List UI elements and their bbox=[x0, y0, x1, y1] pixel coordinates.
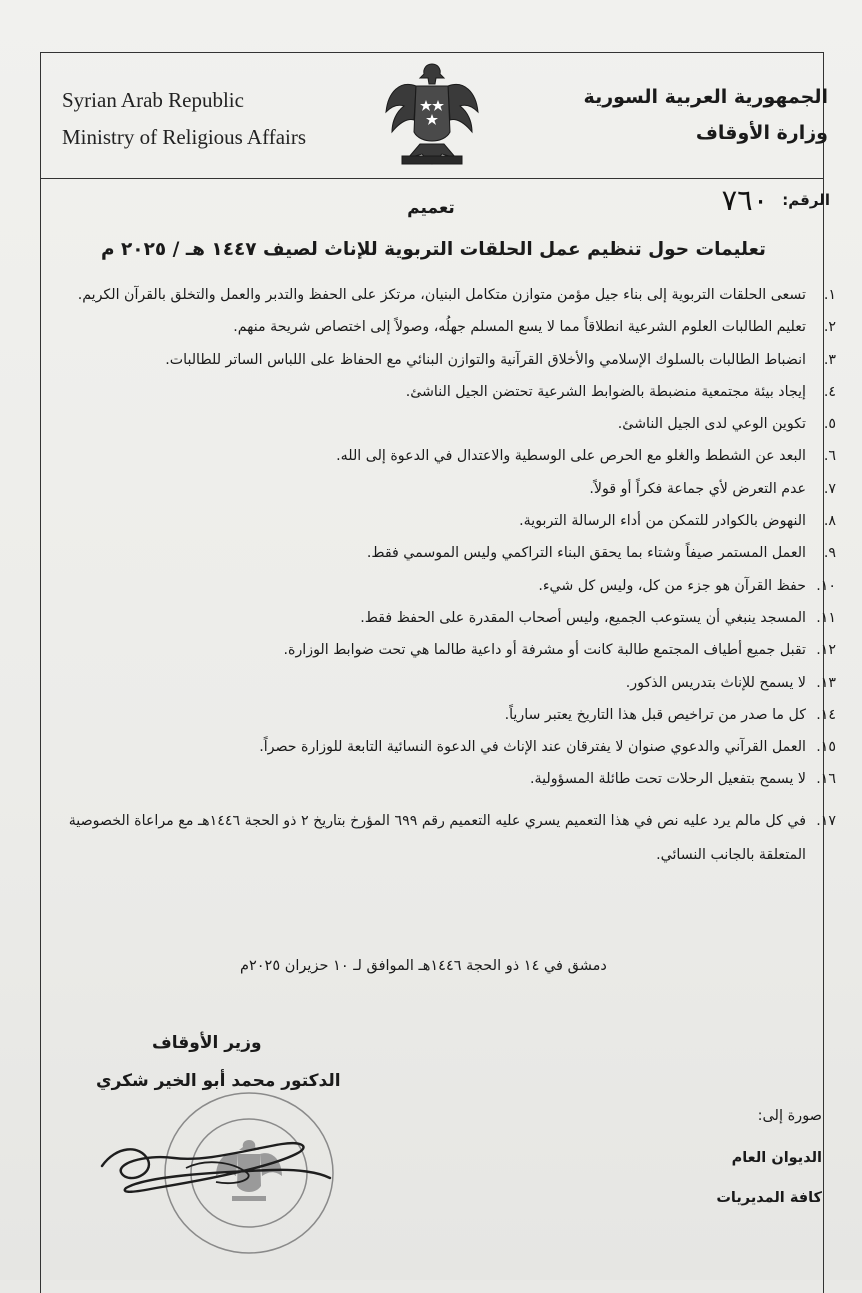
header-en-country: Syrian Arab Republic bbox=[62, 88, 244, 112]
header-en-ministry: Ministry of Religious Affairs bbox=[62, 125, 307, 149]
circular-label: تعميم bbox=[407, 198, 455, 218]
copy-recipient: كافة المديريات bbox=[716, 1190, 822, 1206]
list-item: ١٧. في كل مالم يرد عليه نص في هذا التعميم يسري عليه التعميم رقم ٦٩٩ المؤرخ بتاريخ ٢ ذو الحجة ١٤٤٦هـ مع مراعاة الخصوصية المتعلقة بالجانب النسائي. bbox=[68, 812, 836, 863]
list-item: ٤. إيجاد بيئة مجتمعية منضبطة بالضوابط الشرعية تحتضن الجيل الناشئ. bbox=[405, 383, 836, 400]
header-ar-country: الجمهورية العربية السورية bbox=[583, 86, 828, 108]
list-item: ٩. العمل المستمر صيفاً وشتاء بما يحقق البناء التراكمي وليس الموسمي فقط. bbox=[366, 545, 836, 562]
reference-label: الرقم: bbox=[782, 191, 830, 209]
reference-value: ٧٦٠ bbox=[721, 183, 769, 217]
list-item: ٦. البعد عن الشطط والغلو مع الحرص على الوسطية والاعتدال في الدعوة إلى الله. bbox=[336, 448, 836, 465]
instructions-list bbox=[56, 287, 836, 872]
list-item: ٥. تكوين الوعي لدى الجيل الناشئ. bbox=[617, 416, 836, 433]
list-item: ٧. عدم التعرض لأي جماعة فكراً أو قولاً. bbox=[589, 480, 836, 497]
list-item: ١٤. كل ما صدر من تراخيص قبل هذا التاريخ يعتبر سارياً. bbox=[504, 706, 836, 723]
date-line: دمشق في ١٤ ذو الحجة ١٤٤٦هـ الموافق لـ ١٠ حزيران ٢٠٢٥م bbox=[240, 958, 607, 974]
signatory-title: وزير الأوقاف bbox=[152, 1033, 262, 1053]
header-divider bbox=[40, 178, 824, 179]
document-title: تعليمات حول تنظيم عمل الحلقات التربوية للإناث لصيف ١٤٤٧ هـ / ٢٠٢٥ م bbox=[101, 239, 766, 260]
list-item: ١٦. لا يسمح بتفعيل الرحلات تحت طائلة المسؤولية. bbox=[529, 771, 836, 788]
list-item: ٨. النهوض بالكوادر للتمكن من أداء الرسالة التربوية. bbox=[519, 513, 836, 530]
list-item: ١٥. العمل القرآني والدعوي صنوان لا يفترقان عند الإناث في الدعوة النسائية التابعة للوزارة حصراً. bbox=[259, 739, 836, 756]
list-item: ١١. المسجد ينبغي أن يستوعب الجميع، وليس أصحاب المقدرة على الحفظ فقط. bbox=[360, 609, 836, 626]
coat-of-arms-eagle-icon bbox=[382, 60, 482, 172]
copy-recipient: الديوان العام bbox=[731, 1150, 822, 1166]
list-item: ٢. تعليم الطالبات العلوم الشرعية انطلاقاً مما لا يسع المسلم جهلُه، وصولاً إلى اختصاص شريحة منهم. bbox=[233, 319, 836, 336]
list-item: ١. تسعى الحلقات التربوية إلى بناء جيل مؤمن متوازن متكامل البنيان، مرتكز على الحفظ والتدبر والعمل والتخلق بالقرآن الكريم. bbox=[77, 287, 836, 303]
list-item: ١٣. لا يسمح للإناث بتدريس الذكور. bbox=[625, 674, 836, 691]
header-ar-ministry: وزارة الأوقاف bbox=[695, 122, 828, 144]
list-item: ١٠. حفظ القرآن هو جزء من كل، وليس كل شيء. bbox=[538, 577, 836, 594]
handwritten-signature-icon bbox=[96, 1132, 336, 1202]
signatory-name: الدكتور محمد أبو الخير شكري bbox=[96, 1071, 341, 1091]
copy-to-label: صورة إلى: bbox=[757, 1108, 822, 1124]
list-item: ٣. انضباط الطالبات بالسلوك الإسلامي والأخلاق القرآنية والتوازن البنائي مع الحفاظ على اللباس الساتر للطالبات. bbox=[165, 351, 836, 368]
list-item: ١٢. تقبل جميع أطياف المجتمع طالبة كانت أو مشرفة أو داعية طالما هي تحت ضوابط الوزارة. bbox=[283, 642, 836, 659]
